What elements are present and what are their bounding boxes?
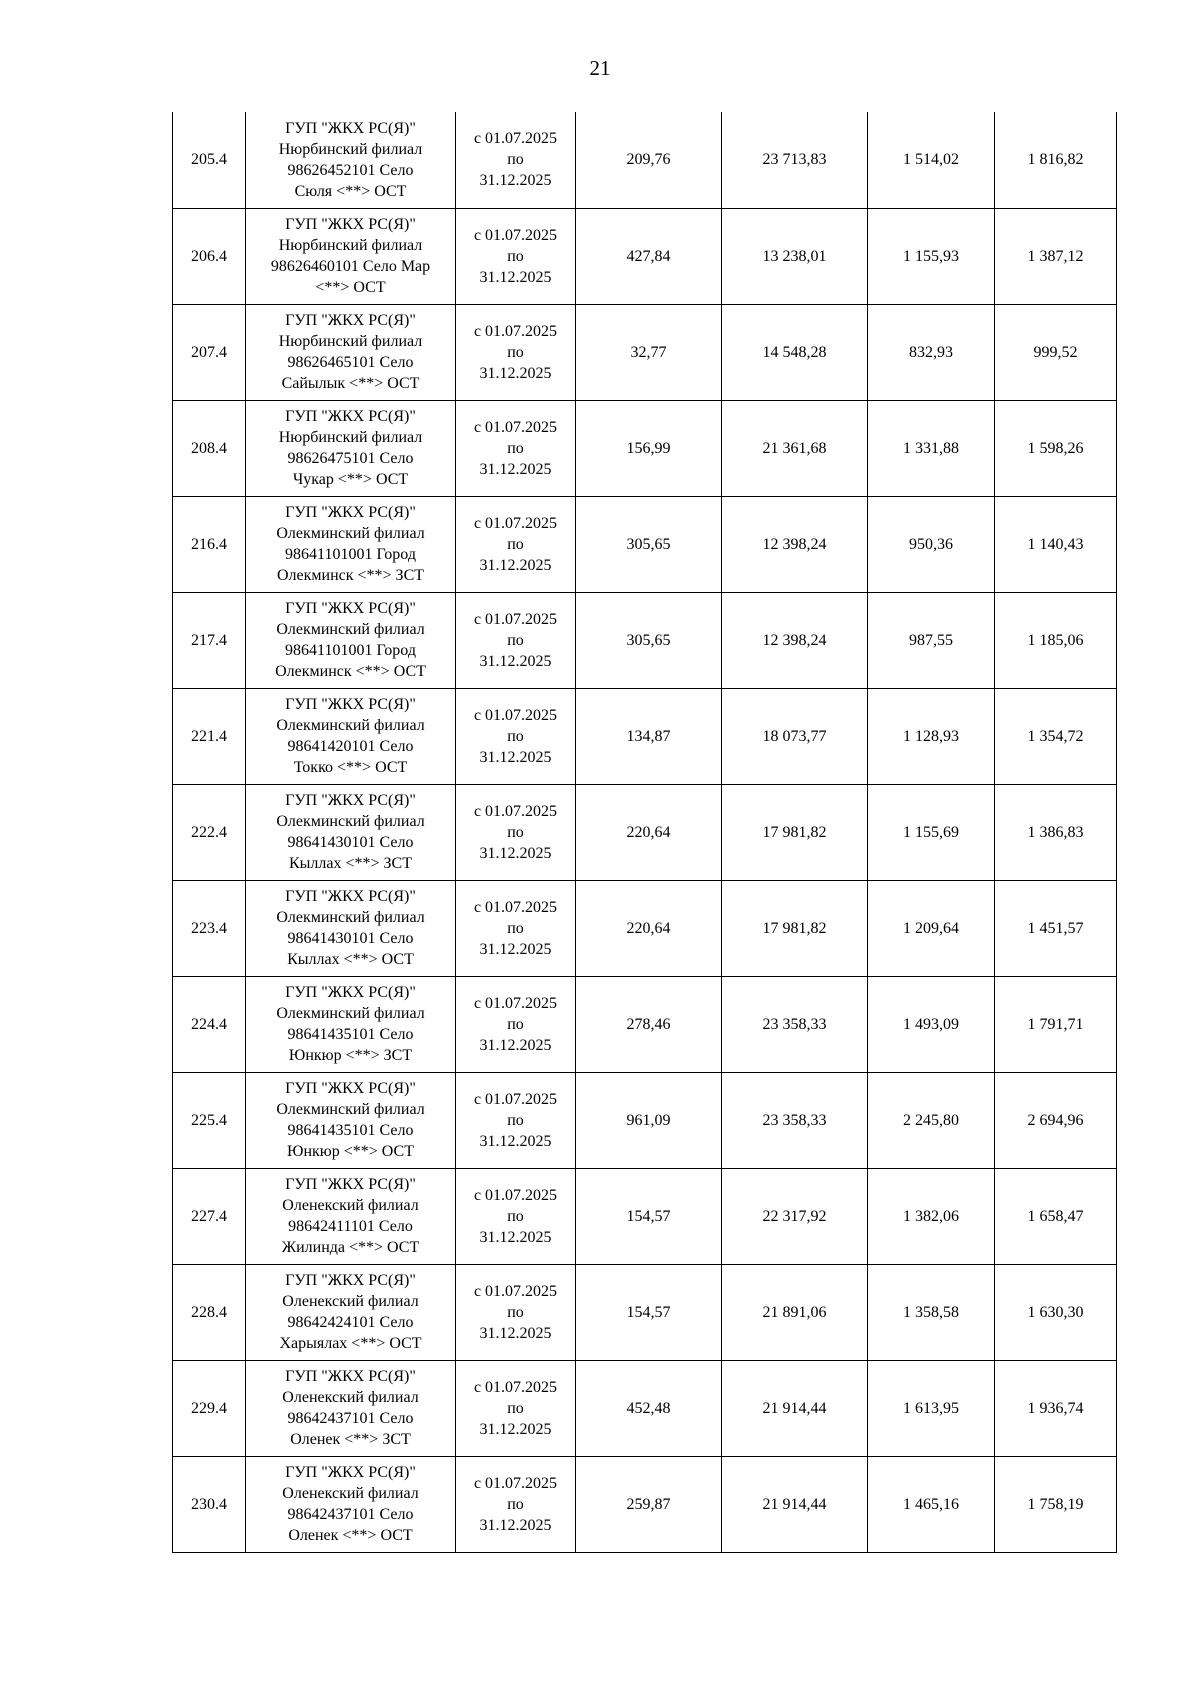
period-line: 31.12.2025 [479,652,552,670]
value-2-cell: 21 361,68 [722,400,868,496]
organization-line: Сюля <**> ОСТ [294,182,407,200]
organization-line: 98642424101 Село [287,1314,414,1331]
organization-line: ГУП "ЖКХ РС(Я)" [285,1272,416,1289]
organization-line: Юнкюр <**> ОСТ [287,1143,414,1160]
value-4-cell: 1 758,19 [995,1456,1117,1552]
value-1-cell: 305,65 [576,592,722,688]
organization-line: Олекминский филиал [276,1005,425,1022]
value-1-cell: 32,77 [576,304,722,400]
period-cell [456,304,576,400]
value-1-cell: 452,48 [576,1360,722,1456]
table-row [173,112,1117,208]
organization-line: 98641435101 Село [287,1122,414,1139]
organization-line: ГУП "ЖКХ РС(Я)" [285,696,416,713]
value-1-cell: 156,99 [576,400,722,496]
value-3-cell: 2 245,80 [868,1072,995,1168]
organization-line: 98642411101 Село [288,1218,413,1235]
organization-line: ГУП "ЖКХ РС(Я)" [285,119,416,137]
period-line: по [507,1495,524,1513]
table-row [173,208,1117,304]
row-number-cell: 224.4 [173,976,246,1072]
value-3-cell: 1 465,16 [868,1456,995,1552]
organization-cell [246,1360,456,1456]
period-cell [456,784,576,880]
row-number-cell: 207.4 [173,304,246,400]
value-4-cell: 1 185,06 [995,592,1117,688]
table-row [173,1072,1117,1168]
value-3-cell: 1 155,69 [868,784,995,880]
value-1-cell: 209,76 [576,112,722,208]
organization-cell [246,784,456,880]
period-line: 31.12.2025 [479,1516,552,1534]
organization-cell [246,1264,456,1360]
row-number-cell: 206.4 [173,208,246,304]
period-line: с 01.07.2025 [473,706,558,724]
period-line: по [507,1399,524,1417]
organization-line: 98626475101 Село [287,450,414,467]
row-number-cell: 230.4 [173,1456,246,1552]
organization-cell [246,400,456,496]
value-2-cell: 17 981,82 [722,784,868,880]
period-line: по [507,1111,524,1129]
organization-cell [246,208,456,304]
period-line: по [507,535,524,553]
value-4-cell: 1 630,30 [995,1264,1117,1360]
organization-line: 98641101001 Город [285,546,416,563]
organization-line: Сайылык <**> ОСТ [281,375,420,392]
organization-line: Олекминский филиал [276,909,425,926]
value-4-cell: 1 140,43 [995,496,1117,592]
organization-cell [246,880,456,976]
period-line: по [507,1303,524,1321]
period-cell [456,688,576,784]
value-1-cell: 427,84 [576,208,722,304]
organization-line: ГУП "ЖКХ РС(Я)" [285,888,416,905]
table-row [173,784,1117,880]
row-number-cell: 229.4 [173,1360,246,1456]
row-number-cell: 221.4 [173,688,246,784]
page-number: 21 [589,56,611,80]
organization-cell [246,112,456,208]
table-body [173,112,1117,1552]
table-row [173,880,1117,976]
value-1-cell: 134,87 [576,688,722,784]
row-number-cell: 208.4 [173,400,246,496]
organization-cell [246,496,456,592]
organization-line: Оленекский филиал [282,1197,419,1214]
organization-line: ГУП "ЖКХ РС(Я)" [285,1080,416,1097]
value-3-cell: 1 613,95 [868,1360,995,1456]
value-2-cell: 17 981,82 [722,880,868,976]
period-line: с 01.07.2025 [473,1282,558,1300]
value-2-cell: 14 548,28 [722,304,868,400]
value-4-cell: 1 386,83 [995,784,1117,880]
value-2-cell: 23 358,33 [722,1072,868,1168]
value-2-cell: 22 317,92 [722,1168,868,1264]
value-4-cell: 1 936,74 [995,1360,1117,1456]
value-4-cell: 1 598,26 [995,400,1117,496]
value-2-cell: 18 073,77 [722,688,868,784]
organization-cell [246,1072,456,1168]
period-cell [456,496,576,592]
period-line: 31.12.2025 [479,364,552,382]
organization-line: ГУП "ЖКХ РС(Я)" [285,600,416,617]
tariff-table [172,112,1117,1553]
period-line: 31.12.2025 [479,1132,552,1150]
organization-line: Юнкюр <**> ЗСТ [288,1047,413,1064]
period-cell [456,1360,576,1456]
value-1-cell: 220,64 [576,784,722,880]
value-3-cell: 1 155,93 [868,208,995,304]
organization-line: Олекминский филиал [276,1101,425,1118]
value-2-cell: 21 891,06 [722,1264,868,1360]
value-1-cell: 154,57 [576,1168,722,1264]
period-line: 31.12.2025 [479,460,552,478]
row-number-cell: 223.4 [173,880,246,976]
value-2-cell: 23 358,33 [722,976,868,1072]
organization-cell [246,976,456,1072]
organization-line: Чукар <**> ОСТ [292,471,409,488]
period-cell [456,592,576,688]
organization-cell [246,304,456,400]
organization-line: 98641430101 Село [287,930,414,947]
period-line: по [507,823,524,841]
period-line: по [507,151,524,169]
organization-cell [246,1456,456,1552]
period-line: по [507,1015,524,1033]
organization-line: 98642437101 Село [287,1506,414,1523]
value-1-cell: 278,46 [576,976,722,1072]
period-cell [456,1168,576,1264]
period-line: 31.12.2025 [479,556,552,574]
period-line: с 01.07.2025 [473,994,558,1012]
organization-line: Кыллах <**> ЗСТ [289,855,412,872]
table-row [173,1456,1117,1552]
table-row [173,496,1117,592]
value-3-cell: 1 128,93 [868,688,995,784]
organization-cell [246,592,456,688]
organization-line: ГУП "ЖКХ РС(Я)" [285,408,416,425]
value-3-cell: 1 493,09 [868,976,995,1072]
value-1-cell: 220,64 [576,880,722,976]
period-line: с 01.07.2025 [473,610,558,628]
period-line: с 01.07.2025 [473,1474,558,1492]
value-3-cell: 832,93 [868,304,995,400]
value-1-cell: 154,57 [576,1264,722,1360]
organization-line: <**> ОСТ [315,279,386,296]
organization-line: 98626460101 Село Мар [270,258,431,275]
organization-line: Оленекский филиал [282,1485,419,1502]
value-4-cell: 999,52 [995,304,1117,400]
period-line: с 01.07.2025 [473,898,558,916]
organization-line: Олекминский филиал [276,813,425,830]
value-2-cell: 13 238,01 [722,208,868,304]
period-cell [456,880,576,976]
organization-line: 98642437101 Село [287,1410,414,1427]
row-number-cell: 225.4 [173,1072,246,1168]
period-line: по [507,727,524,745]
period-line: по [507,247,524,265]
organization-line: Оленекский филиал [282,1293,419,1310]
period-line: по [507,631,524,649]
row-number-cell: 228.4 [173,1264,246,1360]
table-row [173,1168,1117,1264]
value-1-cell: 259,87 [576,1456,722,1552]
organization-line: Нюрбинский филиал [278,429,423,446]
period-line: с 01.07.2025 [473,802,558,820]
period-line: 31.12.2025 [479,1036,552,1054]
organization-line: Олекминск <**> ОСТ [275,663,426,680]
organization-line: 98626465101 Село [287,354,414,371]
value-1-cell: 961,09 [576,1072,722,1168]
organization-line: Токко <**> ОСТ [293,759,408,776]
table-row [173,304,1117,400]
period-line: 31.12.2025 [479,844,552,862]
organization-line: ГУП "ЖКХ РС(Я)" [285,1368,416,1385]
organization-line: 98626452101 Село [287,161,414,179]
organization-line: Жилинда <**> ОСТ [281,1239,420,1256]
organization-line: 98641420101 Село [287,738,414,755]
organization-line: Нюрбинский филиал [278,140,423,158]
period-line: с 01.07.2025 [473,1378,558,1396]
period-cell [456,208,576,304]
value-3-cell: 1 514,02 [868,112,995,208]
value-2-cell: 21 914,44 [722,1456,868,1552]
organization-line: Харыялах <**> ОСТ [279,1335,422,1352]
period-cell [456,112,576,208]
period-cell [456,976,576,1072]
value-2-cell: 12 398,24 [722,592,868,688]
row-number-cell: 205.4 [173,112,246,208]
period-line: по [507,1207,524,1225]
period-cell [456,1456,576,1552]
organization-line: Олекминский филиал [276,621,425,638]
value-2-cell: 23 713,83 [722,112,868,208]
table-row [173,1360,1117,1456]
period-line: с 01.07.2025 [473,226,558,244]
table-row [173,592,1117,688]
organization-line: Олекминский филиал [276,525,425,542]
table-row [173,1264,1117,1360]
value-2-cell: 12 398,24 [722,496,868,592]
organization-line: Оленек <**> ОСТ [288,1527,413,1544]
value-3-cell: 1 331,88 [868,400,995,496]
period-line: по [507,343,524,361]
row-number-cell: 217.4 [173,592,246,688]
organization-cell [246,1168,456,1264]
organization-line: ГУП "ЖКХ РС(Я)" [285,312,416,329]
period-line: с 01.07.2025 [473,514,558,532]
value-4-cell: 1 658,47 [995,1168,1117,1264]
period-line: 31.12.2025 [479,1228,552,1246]
period-line: 31.12.2025 [479,1420,552,1438]
row-number-cell: 227.4 [173,1168,246,1264]
period-line: 31.12.2025 [479,748,552,766]
period-cell [456,1072,576,1168]
organization-line: ГУП "ЖКХ РС(Я)" [285,1464,416,1481]
row-number-cell: 216.4 [173,496,246,592]
value-3-cell: 1 382,06 [868,1168,995,1264]
period-cell [456,400,576,496]
value-2-cell: 21 914,44 [722,1360,868,1456]
organization-line: Оленекский филиал [282,1389,419,1406]
row-number-cell: 222.4 [173,784,246,880]
period-line: с 01.07.2025 [473,322,558,340]
table-row [173,688,1117,784]
organization-line: Кыллах <**> ОСТ [287,951,414,968]
organization-line: 98641435101 Село [287,1026,414,1043]
organization-line: Олекминский филиал [276,717,425,734]
period-line: по [507,439,524,457]
organization-cell [246,688,456,784]
value-3-cell: 1 358,58 [868,1264,995,1360]
period-line: с 01.07.2025 [473,418,558,436]
period-line: 31.12.2025 [479,940,552,958]
organization-line: Нюрбинский филиал [278,237,423,254]
value-4-cell: 1 354,72 [995,688,1117,784]
value-3-cell: 950,36 [868,496,995,592]
value-3-cell: 1 209,64 [868,880,995,976]
period-line: с 01.07.2025 [473,1186,558,1204]
organization-line: Оленек <**> ЗСТ [290,1431,411,1448]
table-row [173,400,1117,496]
organization-line: Олекминск <**> ЗСТ [276,567,425,584]
period-line: по [507,919,524,937]
organization-line: ГУП "ЖКХ РС(Я)" [285,984,416,1001]
table-row [173,976,1117,1072]
value-3-cell: 987,55 [868,592,995,688]
period-line: 31.12.2025 [479,172,552,190]
organization-line: 98641101001 Город [285,642,416,659]
organization-line: ГУП "ЖКХ РС(Я)" [285,504,416,521]
value-4-cell: 2 694,96 [995,1072,1117,1168]
period-line: с 01.07.2025 [473,130,558,148]
organization-line: ГУП "ЖКХ РС(Я)" [285,792,416,809]
organization-line: Нюрбинский филиал [278,333,423,350]
organization-line: 98641430101 Село [287,834,414,851]
value-4-cell: 1 387,12 [995,208,1117,304]
period-line: с 01.07.2025 [473,1090,558,1108]
period-line: 31.12.2025 [479,268,552,286]
organization-line: ГУП "ЖКХ РС(Я)" [285,216,416,233]
value-4-cell: 1 451,57 [995,880,1117,976]
organization-line: ГУП "ЖКХ РС(Я)" [285,1176,416,1193]
value-4-cell: 1 791,71 [995,976,1117,1072]
value-4-cell: 1 816,82 [995,112,1117,208]
value-1-cell: 305,65 [576,496,722,592]
period-line: 31.12.2025 [479,1324,552,1342]
period-cell [456,1264,576,1360]
